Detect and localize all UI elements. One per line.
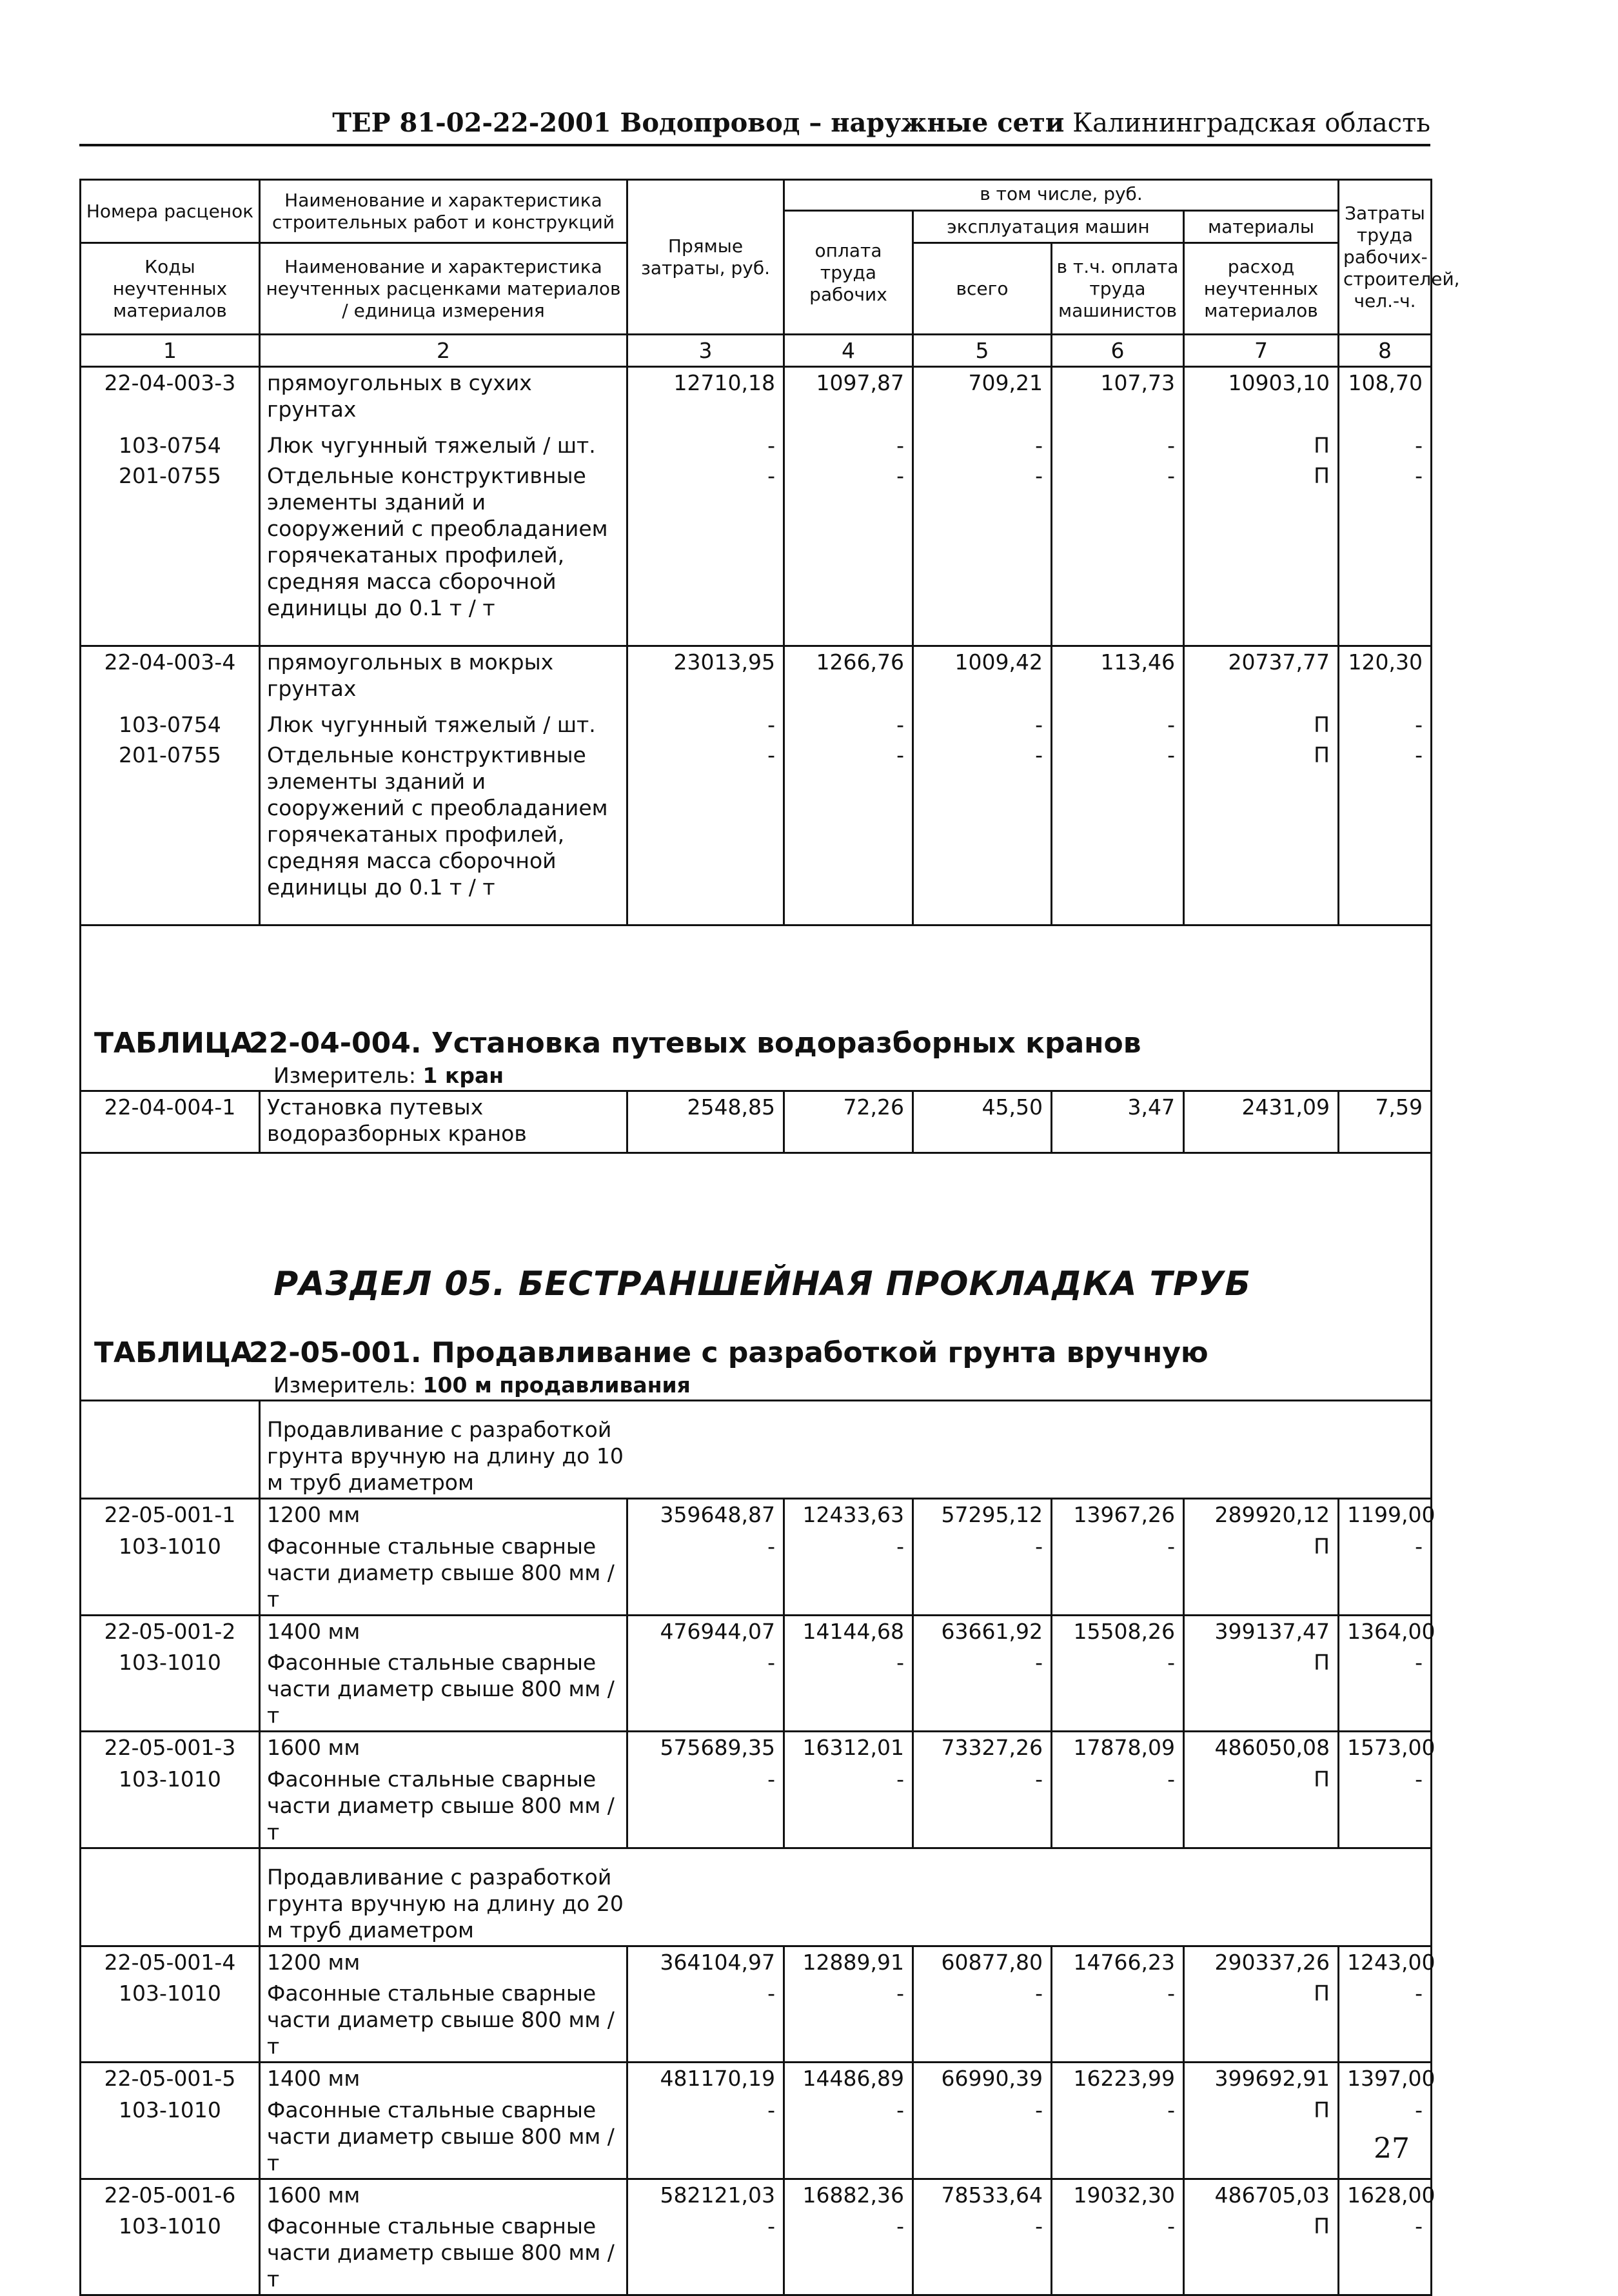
table-row bbox=[81, 1732, 1432, 1764]
group-1-caption-text: Продавливание с разработкой грунта вручную на длину до 10 м труб диаметром bbox=[267, 1417, 624, 1495]
machines-total-cell: - bbox=[913, 2211, 1052, 2295]
col-num-3: 3 bbox=[627, 335, 784, 367]
rate-code: 22-05-001-6 bbox=[81, 2179, 260, 2211]
materials-cost-cell: П bbox=[1184, 2211, 1339, 2295]
rate-code: 22-05-001-3 bbox=[81, 1732, 260, 1764]
machinist-pay-cell: - bbox=[1052, 1647, 1184, 1732]
col1-top-header: Номера расценок bbox=[81, 180, 260, 243]
machines-total-cell: - bbox=[913, 430, 1052, 460]
table-005-title bbox=[94, 1335, 1430, 1371]
machinist-pay-cell: 17878,09 bbox=[1052, 1732, 1184, 1764]
table-004-heading-row bbox=[81, 925, 1432, 1091]
group-1-code-cell bbox=[81, 1401, 260, 1499]
machinist-pay-cell: 19032,30 bbox=[1052, 2179, 1184, 2211]
materials-cost-cell: 399137,47 bbox=[1184, 1615, 1339, 1647]
table-row bbox=[81, 1647, 1432, 1732]
page-number: 27 bbox=[1374, 2132, 1410, 2165]
group-2-row bbox=[81, 1848, 1432, 1946]
direct-cost-cell: 23013,95 bbox=[627, 646, 784, 709]
rate-code: 22-05-001-4 bbox=[81, 1946, 260, 1978]
labor-pay-cell: - bbox=[784, 2095, 913, 2179]
rate-name: Фасонные стальные сварные части диаметр свыше 800 мм / т bbox=[260, 1531, 627, 1616]
materials-cost-cell: 2431,09 bbox=[1184, 1091, 1339, 1153]
rate-code: 22-04-004-1 bbox=[81, 1091, 260, 1153]
header-title: ТЕР 81-02-22-2001 Водопровод – наружные сети bbox=[332, 108, 1065, 138]
rate-code: 103-1010 bbox=[81, 1978, 260, 2063]
group-2-caption-text: Продавливание с разработкой грунта вручную на длину до 20 м труб диаметром bbox=[267, 1864, 624, 1943]
table-body bbox=[81, 180, 1460, 2295]
section-05-heading-row bbox=[81, 1153, 1432, 1401]
machinist-pay-cell: 16223,99 bbox=[1052, 2063, 1184, 2095]
table-row bbox=[81, 460, 1432, 646]
table-004-measure-value: 1 кран bbox=[422, 1063, 504, 1088]
table-row bbox=[81, 430, 1432, 460]
header-region: Калининградская область bbox=[1072, 108, 1430, 138]
table-005-measure-value: 100 м продавливания bbox=[422, 1372, 691, 1398]
rate-code: 22-05-001-5 bbox=[81, 2063, 260, 2095]
table-row bbox=[81, 367, 1432, 430]
direct-cost-cell: - bbox=[627, 2095, 784, 2179]
table-004-label: ТАБЛИЦА bbox=[94, 1027, 253, 1060]
machines-total-cell: - bbox=[913, 709, 1052, 740]
rate-code: 103-1010 bbox=[81, 1531, 260, 1616]
rate-code: 22-05-001-1 bbox=[81, 1499, 260, 1531]
labor-pay-cell: 1097,87 bbox=[784, 367, 913, 430]
materials-cost-cell: П bbox=[1184, 1647, 1339, 1732]
machinist-pay-cell: 107,73 bbox=[1052, 367, 1184, 430]
group-1-row bbox=[81, 1401, 1432, 1499]
direct-cost-cell: 582121,03 bbox=[627, 2179, 784, 2211]
rates-table bbox=[79, 179, 1460, 2296]
labor-hours-cell: - bbox=[1339, 430, 1432, 460]
materials-cost-cell: 486050,08 bbox=[1184, 1732, 1339, 1764]
rate-code: 103-1010 bbox=[81, 2095, 260, 2179]
materials-cost-cell: П bbox=[1184, 1531, 1339, 1616]
materials-cost-cell: П bbox=[1184, 709, 1339, 740]
labor-hours-cell: 1573,00 bbox=[1339, 1732, 1432, 1764]
labor-hours-cell: - bbox=[1339, 1978, 1432, 2063]
labor-pay-cell: 12433,63 bbox=[784, 1499, 913, 1531]
rate-name: Люк чугунный тяжелый / шт. bbox=[260, 709, 627, 740]
labor-hours-cell: - bbox=[1339, 709, 1432, 740]
table-005-label: ТАБЛИЦА bbox=[94, 1336, 253, 1369]
labor-pay-cell: 16312,01 bbox=[784, 1732, 913, 1764]
rate-name: Фасонные стальные сварные части диаметр свыше 800 мм / т bbox=[260, 2095, 627, 2179]
table-004-title bbox=[94, 1025, 1430, 1062]
materials-cost-cell: 290337,26 bbox=[1184, 1946, 1339, 1978]
machines-total-cell: - bbox=[913, 1978, 1052, 2063]
rate-name: Отдельные конструктивные элементы зданий и сооружений с преобладанием горячекатаных профилей, средняя масса сборочной единицы до 0.1 т / т bbox=[260, 460, 627, 646]
labor-hours-cell: 1628,00 bbox=[1339, 2179, 1432, 2211]
direct-cost-cell: - bbox=[627, 1978, 784, 2063]
labor-pay-cell: 14486,89 bbox=[784, 2063, 913, 2095]
materials-cost-cell: П bbox=[1184, 740, 1339, 925]
rate-name: Отдельные конструктивные элементы зданий и сооружений с преобладанием горячекатаных профилей, средняя масса сборочной единицы до 0.1 т / т bbox=[260, 740, 627, 925]
labor-pay-cell: - bbox=[784, 460, 913, 646]
machinist-pay-cell: - bbox=[1052, 1531, 1184, 1616]
table-004-title-text: 22-04-004. Установка путевых водоразборных кранов bbox=[249, 1027, 1141, 1060]
labor-pay-cell: 16882,36 bbox=[784, 2179, 913, 2211]
rate-name: 1400 мм bbox=[260, 2063, 627, 2095]
rate-code: 22-05-001-2 bbox=[81, 1615, 260, 1647]
rate-code: 103-1010 bbox=[81, 2211, 260, 2295]
machinist-pay-cell: - bbox=[1052, 460, 1184, 646]
machines-total-cell: 73327,26 bbox=[913, 1732, 1052, 1764]
materials-cost-cell: П bbox=[1184, 430, 1339, 460]
rate-code: 103-0754 bbox=[81, 430, 260, 460]
rate-name: Фасонные стальные сварные части диаметр свыше 800 мм / т bbox=[260, 1764, 627, 1848]
table-005-measure bbox=[94, 1371, 1430, 1400]
machinist-pay-cell: - bbox=[1052, 430, 1184, 460]
col-num-2: 2 bbox=[260, 335, 627, 367]
col-num-8: 8 bbox=[1339, 335, 1432, 367]
table-row bbox=[81, 2211, 1432, 2295]
table-row bbox=[81, 1091, 1432, 1153]
machinist-pay-cell: - bbox=[1052, 1764, 1184, 1848]
direct-cost-cell: 12710,18 bbox=[627, 367, 784, 430]
materials-cost-cell: П bbox=[1184, 1764, 1339, 1848]
labor-hours-cell: 1243,00 bbox=[1339, 1946, 1432, 1978]
machines-total-cell: - bbox=[913, 1764, 1052, 1848]
direct-cost-cell: 2548,85 bbox=[627, 1091, 784, 1153]
rate-code: 103-1010 bbox=[81, 1647, 260, 1732]
materials-cost-cell: П bbox=[1184, 1978, 1339, 2063]
rate-name: Фасонные стальные сварные части диаметр свыше 800 мм / т bbox=[260, 2211, 627, 2295]
machines-total-cell: 57295,12 bbox=[913, 1499, 1052, 1531]
machinist-pay-cell: 113,46 bbox=[1052, 646, 1184, 709]
section-title: РАЗДЕЛ 05. БЕСТРАНШЕЙНАЯ ПРОКЛАДКА ТРУБ bbox=[273, 1265, 1251, 1303]
col4-header: оплата труда рабочих bbox=[784, 211, 913, 335]
machinist-pay-cell: 14766,23 bbox=[1052, 1946, 1184, 1978]
direct-cost-cell: - bbox=[627, 1647, 784, 1732]
table-row bbox=[81, 2063, 1432, 2095]
labor-hours-cell: - bbox=[1339, 740, 1432, 925]
rate-name: прямоугольных в сухих грунтах bbox=[260, 367, 627, 430]
direct-cost-cell: - bbox=[627, 709, 784, 740]
col3-header: Прямые затраты, руб. bbox=[627, 180, 784, 335]
table-row bbox=[81, 1764, 1432, 1848]
col5-header: всего bbox=[913, 243, 1052, 335]
labor-hours-cell: 1397,00 bbox=[1339, 2063, 1432, 2095]
direct-cost-cell: - bbox=[627, 1531, 784, 1616]
materials-cost-cell: 20737,77 bbox=[1184, 646, 1339, 709]
materials-cost-cell: 289920,12 bbox=[1184, 1499, 1339, 1531]
table-row bbox=[81, 2095, 1432, 2179]
col-num-4: 4 bbox=[784, 335, 913, 367]
group-2-caption bbox=[260, 1848, 1432, 1946]
table-row bbox=[81, 1615, 1432, 1647]
labor-pay-cell: - bbox=[784, 430, 913, 460]
table-row bbox=[81, 1531, 1432, 1616]
group-1-caption bbox=[260, 1401, 1432, 1499]
direct-cost-cell: - bbox=[627, 2211, 784, 2295]
labor-pay-cell: - bbox=[784, 1764, 913, 1848]
machines-total-cell: - bbox=[913, 2095, 1052, 2179]
machinist-pay-cell: 3,47 bbox=[1052, 1091, 1184, 1153]
materials-cost-cell: 399692,91 bbox=[1184, 2063, 1339, 2095]
machines-total-cell: - bbox=[913, 1531, 1052, 1616]
machinist-pay-cell: - bbox=[1052, 1978, 1184, 2063]
rate-code: 103-1010 bbox=[81, 1764, 260, 1848]
rate-code: 22-04-003-4 bbox=[81, 646, 260, 709]
col-num-7: 7 bbox=[1184, 335, 1339, 367]
labor-hours-cell: - bbox=[1339, 1531, 1432, 1616]
machines-total-cell: 45,50 bbox=[913, 1091, 1052, 1153]
labor-pay-cell: - bbox=[784, 2211, 913, 2295]
rate-code: 103-0754 bbox=[81, 709, 260, 740]
running-header bbox=[79, 106, 1430, 146]
rate-code: 22-04-003-3 bbox=[81, 367, 260, 430]
machines-total-cell: 1009,42 bbox=[913, 646, 1052, 709]
machines-total-cell: 63661,92 bbox=[913, 1615, 1052, 1647]
labor-hours-cell: - bbox=[1339, 2095, 1432, 2179]
col7-header: расход неучтенных материалов bbox=[1184, 243, 1339, 335]
labor-pay-cell: 14144,68 bbox=[784, 1615, 913, 1647]
labor-pay-cell: - bbox=[784, 740, 913, 925]
labor-hours-cell: 120,30 bbox=[1339, 646, 1432, 709]
machines-header: эксплуатация машин bbox=[913, 211, 1184, 243]
labor-hours-cell: 7,59 bbox=[1339, 1091, 1432, 1153]
materials-cost-cell: 10903,10 bbox=[1184, 367, 1339, 430]
machinist-pay-cell: - bbox=[1052, 740, 1184, 925]
table-row bbox=[81, 1978, 1432, 2063]
rate-name: 1600 мм bbox=[260, 1732, 627, 1764]
direct-cost-cell: 364104,97 bbox=[627, 1946, 784, 1978]
machinist-pay-cell: - bbox=[1052, 2211, 1184, 2295]
machinist-pay-cell: - bbox=[1052, 709, 1184, 740]
col2-top-header: Наименование и характеристика строительных работ и конструкций bbox=[260, 180, 627, 243]
group-2-code-cell bbox=[81, 1848, 260, 1946]
direct-cost-cell: - bbox=[627, 740, 784, 925]
labor-hours-cell: - bbox=[1339, 460, 1432, 646]
labor-pay-cell: 1266,76 bbox=[784, 646, 913, 709]
incl-header: в том числе, руб. bbox=[784, 180, 1339, 211]
col8-header: Затраты труда рабочих-строителей, чел.-ч. bbox=[1339, 180, 1432, 335]
column-numbers-row bbox=[81, 335, 1432, 367]
labor-pay-cell: - bbox=[784, 709, 913, 740]
machines-total-cell: - bbox=[913, 460, 1052, 646]
table-row bbox=[81, 1946, 1432, 1978]
table-row bbox=[81, 740, 1432, 925]
labor-hours-cell: - bbox=[1339, 1764, 1432, 1848]
table-005-title-text: 22-05-001. Продавливание с разработкой грунта вручную bbox=[249, 1336, 1209, 1369]
machines-total-cell: - bbox=[913, 1647, 1052, 1732]
labor-hours-cell: 1199,00 bbox=[1339, 1499, 1432, 1531]
rate-name: Установка путевых водоразборных кранов bbox=[260, 1091, 627, 1153]
materials-cost-cell: П bbox=[1184, 460, 1339, 646]
rate-name: прямоугольных в мокрых грунтах bbox=[260, 646, 627, 709]
machines-total-cell: 709,21 bbox=[913, 367, 1052, 430]
labor-hours-cell: 1364,00 bbox=[1339, 1615, 1432, 1647]
direct-cost-cell: 359648,87 bbox=[627, 1499, 784, 1531]
table-row bbox=[81, 2179, 1432, 2211]
table-row bbox=[81, 709, 1432, 740]
table-004-heading-cell bbox=[81, 925, 1432, 1091]
labor-hours-cell: - bbox=[1339, 1647, 1432, 1732]
direct-cost-cell: 575689,35 bbox=[627, 1732, 784, 1764]
machinist-pay-cell: - bbox=[1052, 2095, 1184, 2179]
labor-hours-cell: 108,70 bbox=[1339, 367, 1432, 430]
labor-pay-cell: - bbox=[784, 1978, 913, 2063]
direct-cost-cell: 481170,19 bbox=[627, 2063, 784, 2095]
direct-cost-cell: 476944,07 bbox=[627, 1615, 784, 1647]
col1-bottom-header: Коды неучтенных материалов bbox=[81, 243, 260, 335]
machinist-pay-cell: 13967,26 bbox=[1052, 1499, 1184, 1531]
header-row-1 bbox=[81, 180, 1432, 211]
col2-bottom-header: Наименование и характеристика неучтенных расценками материалов / единица измерения bbox=[260, 243, 627, 335]
col6-header: в т.ч. оплата труда машинистов bbox=[1052, 243, 1184, 335]
direct-cost-cell: - bbox=[627, 460, 784, 646]
machinist-pay-cell: 15508,26 bbox=[1052, 1615, 1184, 1647]
materials-cost-cell: П bbox=[1184, 2095, 1339, 2179]
rate-name: 1200 мм bbox=[260, 1946, 627, 1978]
rate-code: 201-0755 bbox=[81, 460, 260, 646]
table-004-measure-label: Измеритель: bbox=[273, 1063, 417, 1088]
col-num-6: 6 bbox=[1052, 335, 1184, 367]
rate-name: Фасонные стальные сварные части диаметр свыше 800 мм / т bbox=[260, 1978, 627, 2063]
table-004-measure bbox=[94, 1062, 1430, 1090]
table-row bbox=[81, 1499, 1432, 1531]
rate-name: 1400 мм bbox=[260, 1615, 627, 1647]
direct-cost-cell: - bbox=[627, 430, 784, 460]
section-05-heading-cell bbox=[81, 1153, 1432, 1401]
direct-cost-cell: - bbox=[627, 1764, 784, 1848]
rate-name: 1200 мм bbox=[260, 1499, 627, 1531]
materials-header: материалы bbox=[1184, 211, 1339, 243]
machines-total-cell: 66990,39 bbox=[913, 2063, 1052, 2095]
labor-pay-cell: - bbox=[784, 1647, 913, 1732]
labor-pay-cell: 72,26 bbox=[784, 1091, 913, 1153]
rate-name: Фасонные стальные сварные части диаметр свыше 800 мм / т bbox=[260, 1647, 627, 1732]
table-row bbox=[81, 646, 1432, 709]
labor-hours-cell: - bbox=[1339, 2211, 1432, 2295]
col-num-5: 5 bbox=[913, 335, 1052, 367]
col-num-1: 1 bbox=[81, 335, 260, 367]
labor-pay-cell: 12889,91 bbox=[784, 1946, 913, 1978]
table-005-measure-label: Измеритель: bbox=[273, 1372, 417, 1398]
rate-name: Люк чугунный тяжелый / шт. bbox=[260, 430, 627, 460]
labor-pay-cell: - bbox=[784, 1531, 913, 1616]
machines-total-cell: - bbox=[913, 740, 1052, 925]
rate-name: 1600 мм bbox=[260, 2179, 627, 2211]
machines-total-cell: 60877,80 bbox=[913, 1946, 1052, 1978]
rate-code: 201-0755 bbox=[81, 740, 260, 925]
materials-cost-cell: 486705,03 bbox=[1184, 2179, 1339, 2211]
machines-total-cell: 78533,64 bbox=[913, 2179, 1052, 2211]
